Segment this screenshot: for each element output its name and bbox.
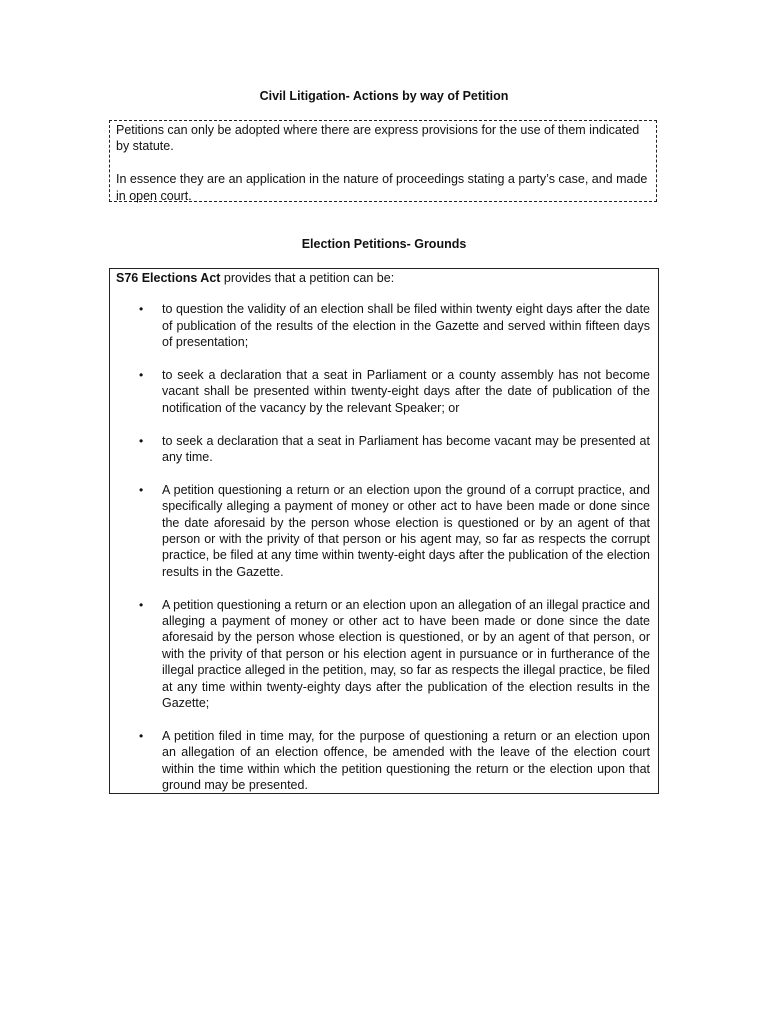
list-item	[116, 433, 650, 466]
list-item-text: A petition filed in time may, for the purpose of questioning a return or an election upon an allegation of an election offence, be amended with the leave of the election court within the time within which the petition questioning the return or the election upon that ground may be presented.	[162, 728, 650, 793]
statute-reference: S76 Elections Act	[116, 271, 221, 285]
list-item-text: to seek a declaration that a seat in Parliament has become vacant may be presented at any time.	[162, 433, 650, 465]
list-item-text: to seek a declaration that a seat in Parliament or a county assembly has not become vacant shall be presented within twenty-eight days after the date of publication of the notification of the vacancy by the relevant Speaker; or	[162, 368, 650, 415]
list-item-text: to question the validity of an election shall be filed within twenty eight days after the date of publication of the results of the election in the Gazette and served within fifteen days of presentation;	[162, 302, 650, 350]
list-item	[116, 728, 650, 794]
bullet-icon: •	[139, 728, 144, 743]
bullet-icon: •	[139, 368, 144, 383]
grounds-list	[116, 301, 650, 793]
bullet-icon: •	[139, 597, 144, 612]
intro-paragraph: In essence they are an application in the nature of proceedings stating a party’s case, and made in open court.	[116, 172, 648, 203]
list-item-text: A petition questioning a return or an election upon the ground of a corrupt practice, and specifically alleging a payment of money or other act to have been made or done since the date aforesaid by the person whose election is questioned or by an agent of that person or with the privity of that person or his agent may, so far as respects the corrupt practice, be filed at any time within twenty-eight days after the publication of the election results in the Gazette.	[162, 482, 650, 579]
grounds-intro-text: provides that a petition can be:	[220, 271, 395, 285]
list-item	[116, 597, 650, 712]
list-item-text: A petition questioning a return or an election upon an allegation of an illegal practice and alleging a payment of money or other act to have been made or done since the date aforesaid by the person whose election is questioned, or by an agent of that person, or with the privity of that person or his election agent in pursuance or in furtherance of the illegal practice alleged in the petition, may, so far as respects the illegal practice, be filed at any time within twenty-eighty days after the publication of the election results in the Gazette;	[162, 597, 650, 711]
bullet-icon: •	[139, 482, 144, 497]
page-title: Civil Litigation- Actions by way of Petition	[259, 89, 509, 103]
bullet-icon: •	[139, 302, 144, 317]
intro-paragraph: Petitions can only be adopted where there are express provisions for the use of them indicated by statute.	[116, 123, 640, 154]
bullet-icon: •	[139, 433, 144, 448]
list-item	[116, 367, 650, 416]
grounds-intro	[116, 270, 650, 286]
list-item	[116, 301, 650, 350]
list-item	[116, 482, 650, 580]
grounds-box	[109, 268, 659, 794]
section-heading: Election Petitions- Grounds	[301, 237, 467, 251]
intro-box	[109, 120, 657, 202]
